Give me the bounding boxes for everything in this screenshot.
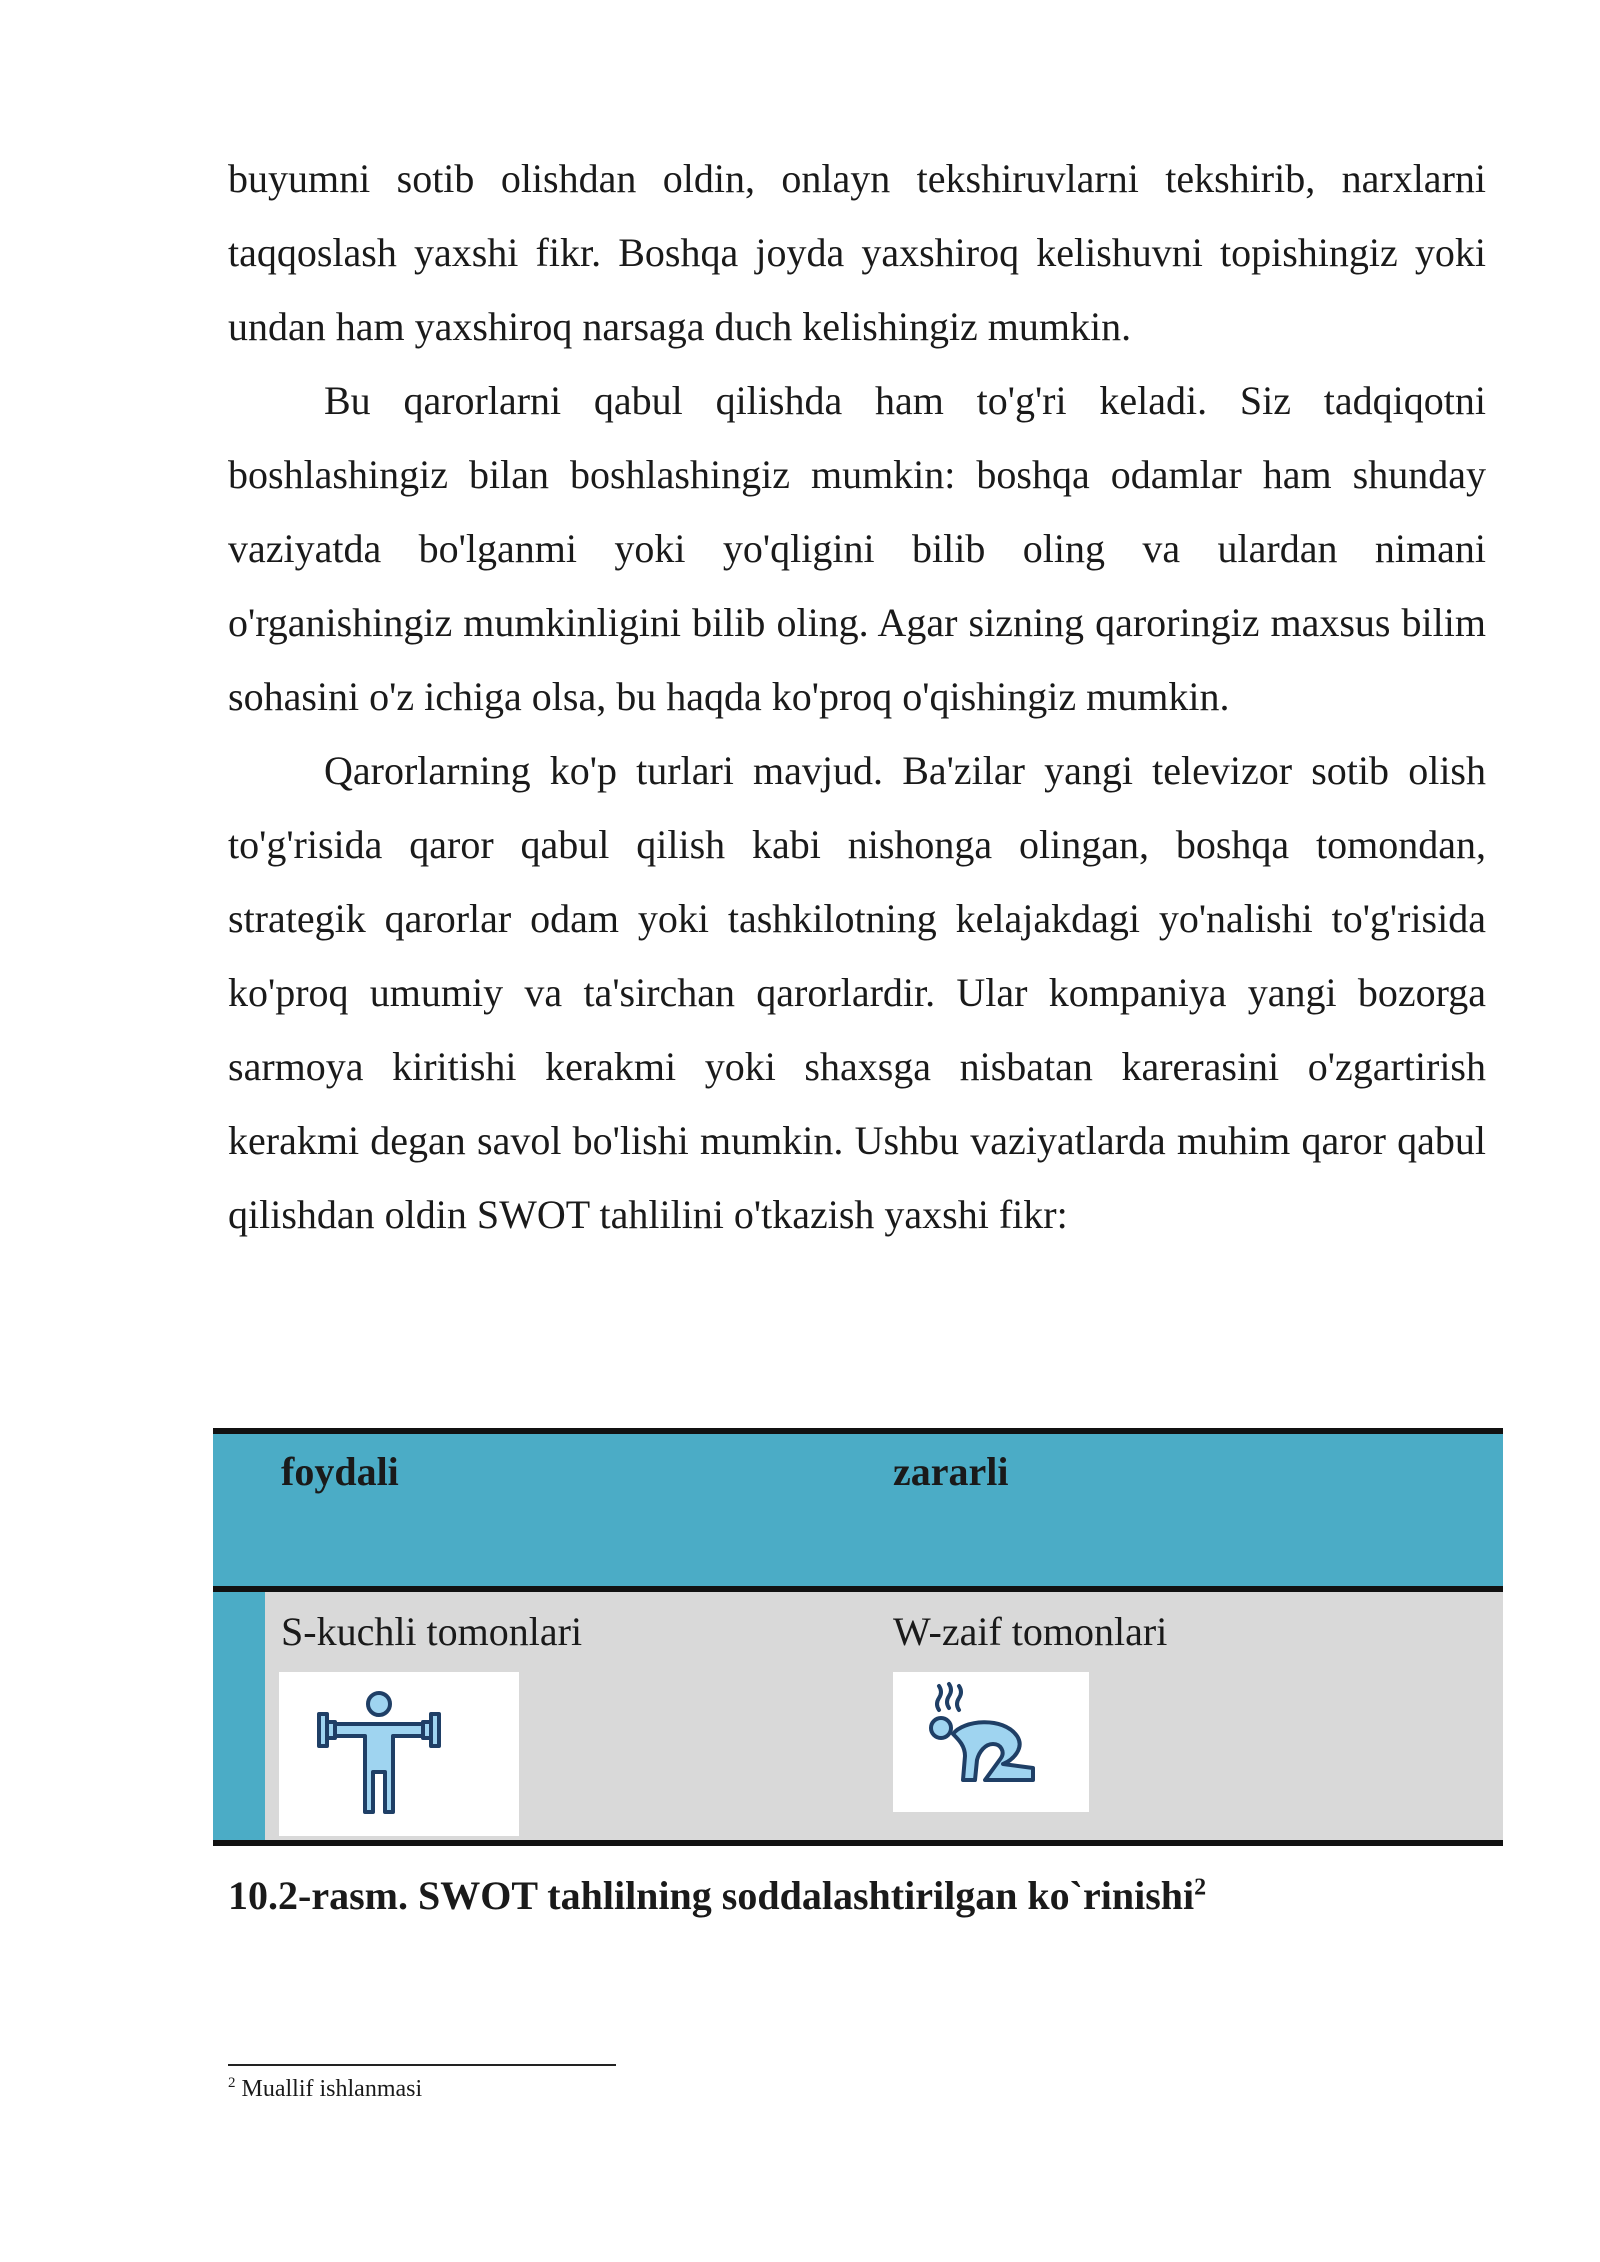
body-text	[228, 142, 1486, 1252]
footnote-text: Muallif ishlanmasi	[241, 2076, 423, 2102]
paragraph-2: Bu qarorlarni qabul qilishda ham to'g'ri keladi. Siz tadqiqotni boshlashingiz bilan boshlashingiz mumkin: boshqa odamlar ham shunday vaziyatda bo'lganmi yoki yo'qligini bilib oling va ulardan nimani o'rganishingiz mumkinligini bilib oling. Agar sizning qaroringiz maxsus bilim sohasini o'z ichiga olsa, bu haqda ko'proq o'qishingiz mumkin.	[228, 378, 1486, 719]
table-body-row	[265, 1592, 1503, 1840]
header-harmful: zararli	[893, 1449, 1009, 1494]
exhausted-person-icon	[893, 1672, 1089, 1812]
footnote-number: 2	[228, 2075, 236, 2091]
cell-weaknesses-label: W-zaif tomonlari	[893, 1609, 1168, 1654]
table-header-row	[213, 1434, 1503, 1586]
caption-text: 10.2-rasm. SWOT tahlilning soddalashtirilgan ko`rinishi	[228, 1873, 1195, 1918]
paragraph-1: buyumni sotib olishdan oldin, onlayn tekshiruvlarni tekshirib, narxlarni taqqoslash yaxshi fikr. Boshqa joyda yaxshiroq kelishuvni topishingiz yoki undan ham yaxshiroq narsaga duch kelishingiz mumkin.	[228, 156, 1486, 349]
footnote	[228, 2076, 422, 2103]
swot-table	[213, 1428, 1503, 1848]
caption-footnote-ref: 2	[1194, 1874, 1207, 1901]
header-beneficial: foydali	[281, 1449, 399, 1494]
figure-caption	[228, 1872, 1206, 1919]
table-bottom-border	[213, 1840, 1503, 1846]
strong-person-dumbbells-icon	[279, 1672, 519, 1836]
paragraph-3: Qarorlarning ko'p turlari mavjud. Ba'zilar yangi televizor sotib olish to'g'risida qaror qabul qilish kabi nishonga olingan, boshqa tomondan, strategik qarorlar odam yoki tashkilotning kelajakdagi yo'nalishi to'g'risida ko'proq umumiy va ta'sirchan qarorlardir. Ular kompaniya yangi bozorga sarmoya kiritishi kerakmi yoki shaxsga nisbatan karerasini o'zgartirish kerakmi degan savol bo'lishi mumkin. Ushbu vaziyatlarda muhim qaror qabul qilishdan oldin SWOT tahlilini o'tkazish yaxshi fikr:	[228, 748, 1486, 1237]
table-side-strip	[213, 1592, 265, 1840]
cell-strengths-label: S-kuchli tomonlari	[281, 1609, 583, 1654]
footnote-separator	[228, 2064, 616, 2066]
